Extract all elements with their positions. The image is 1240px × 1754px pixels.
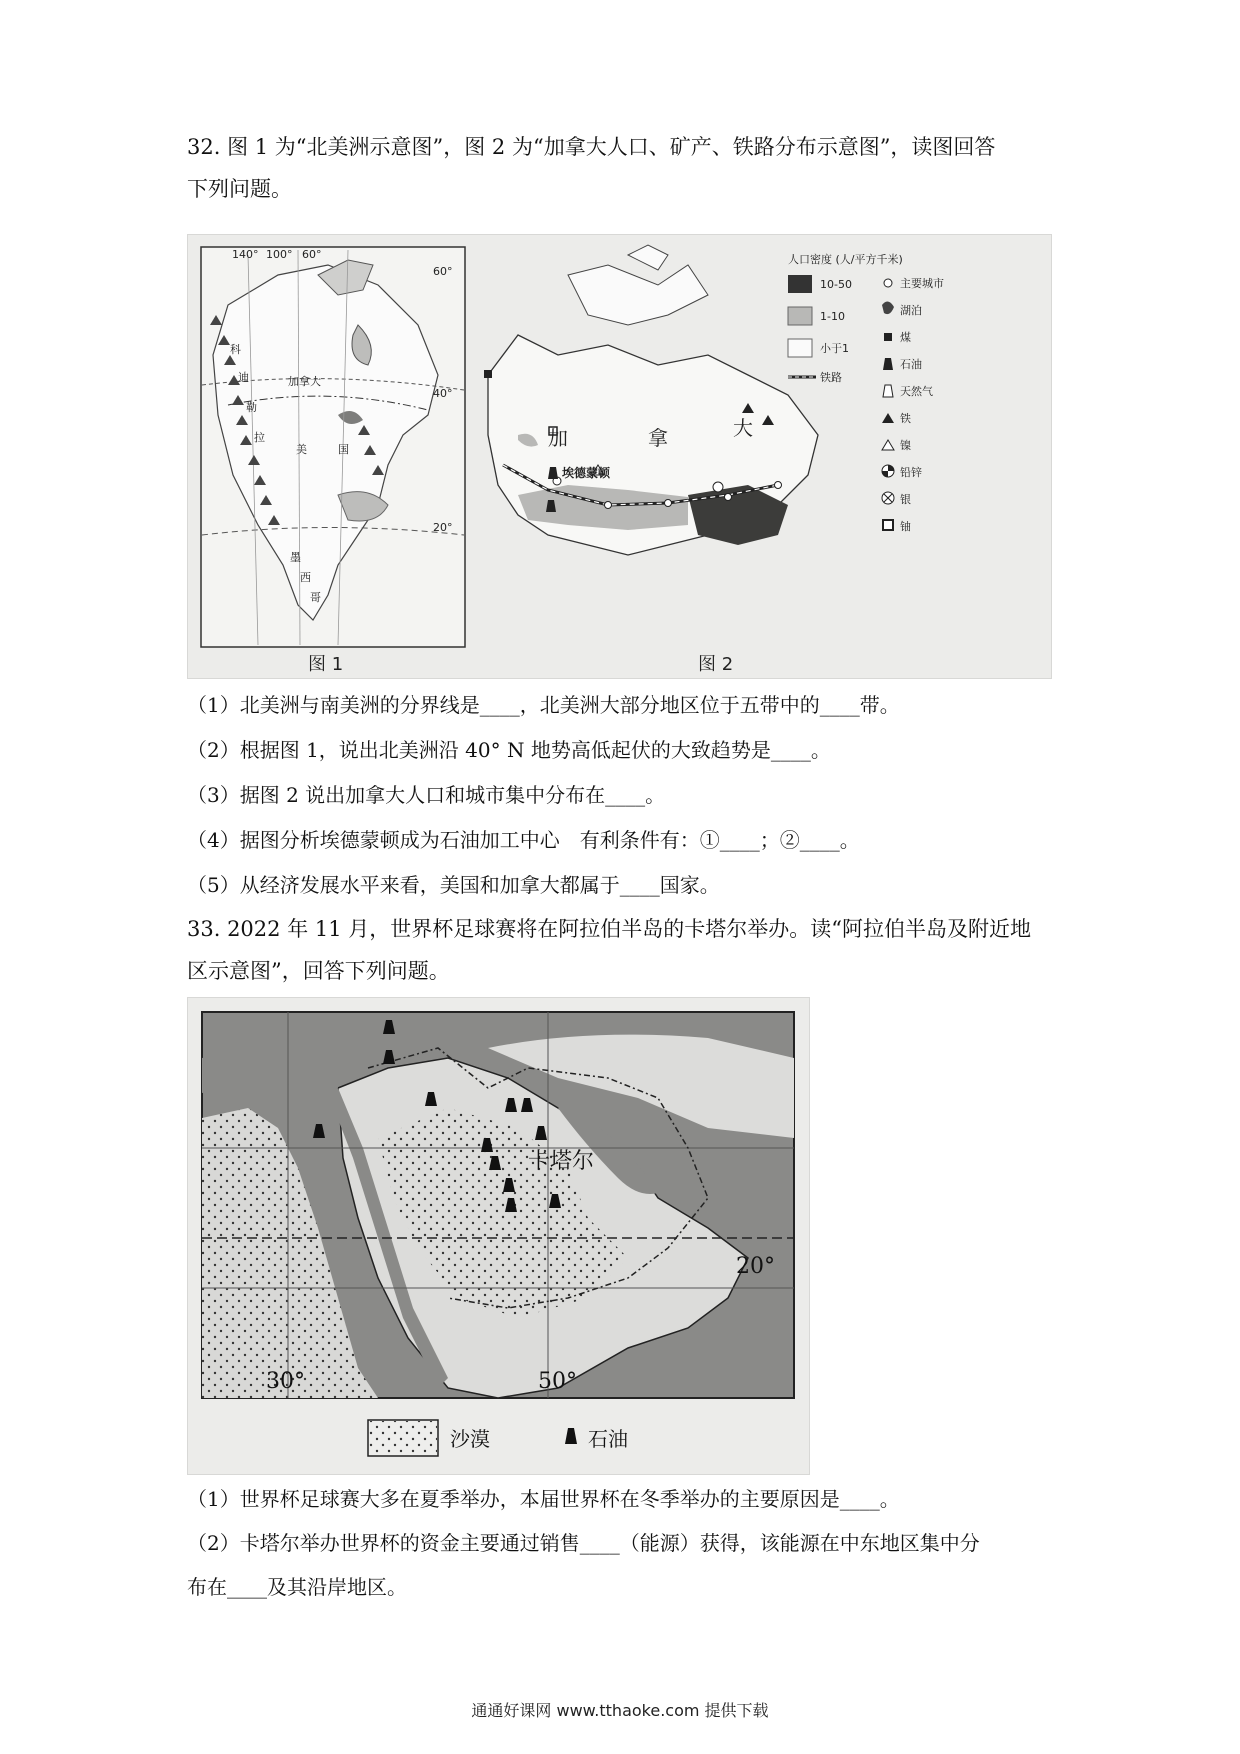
fig1-label-guo: 国	[338, 443, 349, 456]
q32-question-2: （2）根据图 1，说出北美洲沿 40° N 地势高低起伏的大致趋势是____。	[187, 738, 831, 762]
legend-iron: 铁	[900, 412, 911, 425]
page-footer: 通通好课网 www.tthaoke.com 提供下载	[471, 1701, 769, 1720]
arabia-map	[188, 998, 809, 1474]
fig1-label-di: 迪	[238, 371, 249, 384]
q33-stem-line2: 区示意图”，回答下列问题。	[187, 959, 450, 983]
fig2-legend	[788, 252, 944, 533]
legend-railway: 铁路	[820, 371, 842, 384]
label-qatar: 卡塔尔	[528, 1149, 595, 1174]
q33-question-3: 布在____及其沿岸地区。	[187, 1575, 407, 1599]
q32-stem-line1: 32. 图 1 为“北美洲示意图”，图 2 为“加拿大人口、矿产、铁路分布示意图”，读图回答	[187, 135, 996, 159]
fig1-label-ge: 哥	[310, 591, 321, 604]
legend-density-mid: 1-10	[820, 310, 845, 323]
legend-density-high: 10-50	[820, 278, 852, 291]
fig2-label-jia: 加	[548, 426, 568, 450]
fig1-label-canada: 加拿大	[288, 375, 321, 388]
legend-uranium: 铀	[900, 520, 911, 533]
q32-question-4: （4）据图分析埃德蒙顿成为石油加工中心 有利条件有：①____；②____。	[187, 828, 860, 852]
north-america-map	[201, 247, 465, 647]
q33-figure	[187, 997, 810, 1475]
lon-label-30: 30°	[266, 1369, 305, 1394]
fig1-label-le: 勒	[246, 401, 257, 414]
fig1-label-xi: 西	[300, 571, 311, 584]
q33-question-1: （1）世界杯足球赛大多在夏季举办，本届世界杯在冬季举办的主要原因是____。	[187, 1487, 900, 1511]
q32-figure-svg	[188, 235, 1051, 678]
legend-desert: 沙漠	[450, 1427, 490, 1451]
fig2-label-da: 大	[733, 416, 753, 440]
lon-label-50: 50°	[538, 1369, 577, 1394]
fig1-label-mo: 墨	[290, 551, 301, 564]
q33-stem-line1: 33. 2022 年 11 月，世界杯足球赛将在阿拉伯半岛的卡塔尔举办。读“阿拉伯半岛及附近地	[187, 917, 1031, 941]
fig1-label-la: 拉	[254, 431, 265, 444]
fig1-lon-label-2: 100°	[266, 248, 293, 261]
q33-question-2: （2）卡塔尔举办世界杯的资金主要通过销售____（能源）获得，该能源在中东地区集中分	[187, 1531, 980, 1555]
fig2-label-na: 拿	[648, 426, 668, 450]
legend-silver: 银	[900, 493, 911, 506]
legend-oil-icon	[565, 1428, 577, 1444]
legend-city: 主要城市	[900, 277, 944, 290]
q32-question-3: （3）据图 2 说出加拿大人口和城市集中分布在____。	[187, 783, 666, 807]
fig1-label-ke: 科	[230, 343, 241, 356]
legend-title: 人口密度 (人/平方千米)	[788, 253, 903, 266]
q33-stem	[187, 910, 1067, 990]
legend-leadzinc: 铅锌	[900, 466, 922, 479]
fig1-caption: 图 1	[308, 654, 344, 675]
legend-lake: 湖泊	[900, 304, 922, 317]
fig1-lat-label-40: 40°	[433, 387, 453, 400]
lat-label-20: 20°	[736, 1254, 775, 1279]
canada-map	[484, 245, 818, 555]
fig1-label-mei: 美	[296, 443, 307, 456]
fig1-lon-label-1: 140°	[232, 248, 259, 261]
legend-oil: 石油	[900, 358, 922, 371]
fig2-caption: 图 2	[698, 654, 734, 675]
legend-density-low: 小于1	[820, 342, 849, 355]
q32-stem	[187, 128, 1067, 208]
fig2-label-edmonton: 埃德蒙顿	[562, 466, 611, 480]
q32-stem-line2: 下列问题。	[187, 177, 292, 201]
legend-oil: 石油	[588, 1427, 628, 1451]
q32-question-5: （5）从经济发展水平来看，美国和加拿大都属于____国家。	[187, 873, 720, 897]
legend-gas: 天然气	[900, 385, 933, 398]
fig1-lon-label-3: 60°	[302, 248, 322, 261]
q32-question-1: （1）北美洲与南美洲的分界线是____，北美洲大部分地区位于五带中的____带。	[187, 693, 900, 717]
fig1-lat-label-20: 20°	[433, 521, 453, 534]
q32-figure	[187, 234, 1052, 679]
legend-nickel: 镍	[900, 439, 911, 452]
fig1-lat-label-60: 60°	[433, 265, 453, 278]
legend-coal: 煤	[900, 331, 911, 344]
